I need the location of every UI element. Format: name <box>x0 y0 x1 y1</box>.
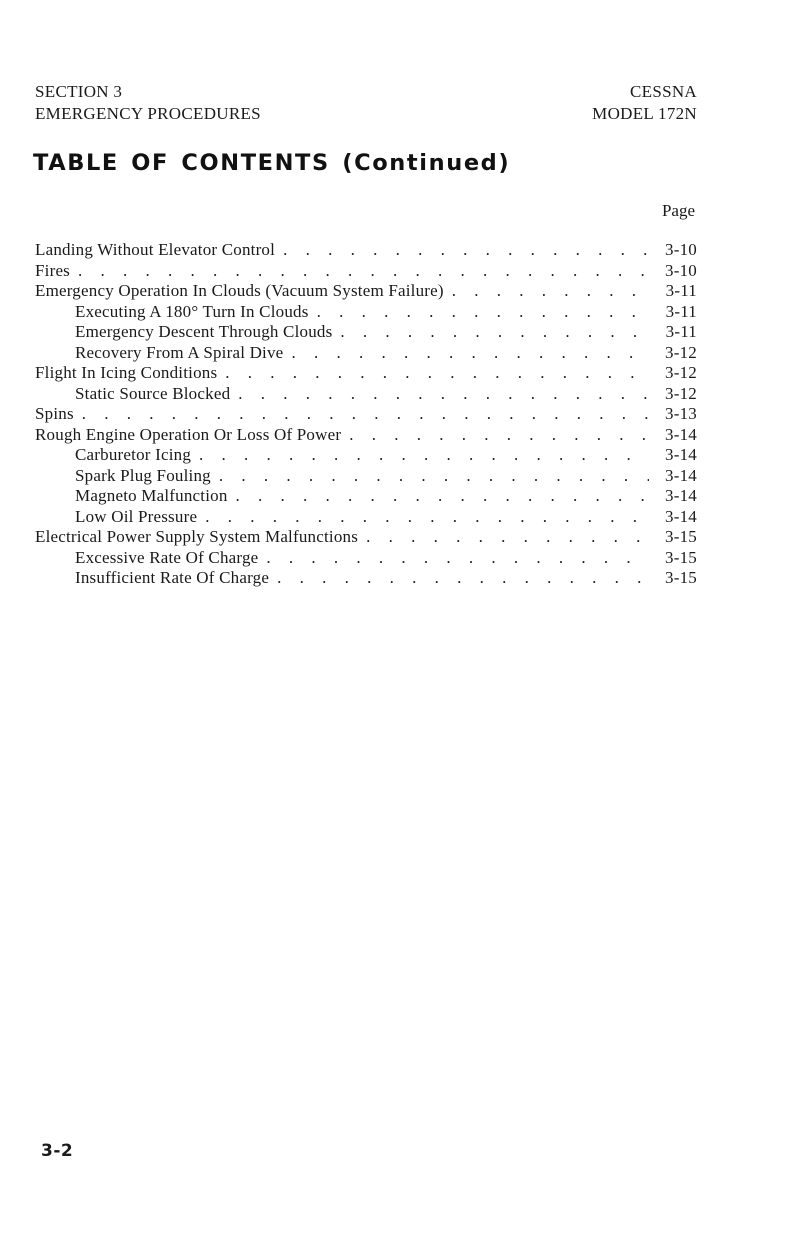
dot-leader <box>275 240 649 261</box>
toc-entry-label: Flight In Icing Conditions <box>35 363 218 382</box>
page-column-label: Page <box>661 201 695 220</box>
section-title: EMERGENCY PROCEDURES <box>35 104 261 123</box>
dot-leader <box>358 527 649 548</box>
toc-entry-label: Spark Plug Fouling <box>75 465 211 485</box>
toc-entry-page: 3-12 <box>665 363 697 382</box>
dot-leader <box>74 404 649 425</box>
toc-entry-label: Emergency Operation In Clouds (Vacuum System Failure) <box>35 281 444 300</box>
manufacturer-name: CESSNA <box>630 82 697 101</box>
toc-entry-page: 3-14 <box>665 486 697 505</box>
dot-leader <box>269 568 649 589</box>
toc-subentry <box>35 322 697 343</box>
toc-entry-page: 3-14 <box>665 465 697 485</box>
toc-entry-page: 3-15 <box>665 568 697 587</box>
toc-entry-label: Carburetor Icing <box>75 445 192 464</box>
toc-subentry <box>35 568 697 589</box>
toc-subentry <box>35 302 697 323</box>
toc-subentry <box>35 384 697 405</box>
dot-leader <box>332 322 649 343</box>
toc-entry <box>35 425 697 446</box>
aircraft-model-heading <box>592 81 697 125</box>
dot-leader <box>211 466 649 487</box>
toc-entry-page: 3-11 <box>665 322 697 341</box>
toc-entry-page: 3-13 <box>665 404 697 423</box>
toc-entry-page: 3-12 <box>665 342 697 362</box>
toc-subentry <box>35 486 697 507</box>
toc-subentry <box>35 343 697 364</box>
toc-entry-page: 3-11 <box>665 281 697 300</box>
toc-entry-page: 3-14 <box>665 506 697 526</box>
toc-entry-page: 3-14 <box>665 424 697 444</box>
toc-subentry <box>35 466 697 487</box>
toc-entry-label: Spins <box>35 404 74 423</box>
toc-subentry <box>35 548 697 569</box>
dot-leader <box>228 486 649 507</box>
dot-leader <box>230 384 649 405</box>
dot-leader <box>191 445 649 466</box>
toc-entry-label: Insufficient Rate Of Charge <box>75 568 270 587</box>
dot-leader <box>283 343 649 364</box>
dot-leader <box>258 548 649 569</box>
table-of-contents <box>35 240 697 589</box>
toc-entry-label: Rough Engine Operation Or Loss Of Power <box>35 424 342 444</box>
toc-entry <box>35 363 697 384</box>
toc-entry-page: 3-15 <box>665 527 697 546</box>
toc-entry-label: Low Oil Pressure <box>75 506 198 526</box>
toc-entry <box>35 404 697 425</box>
page-number: 3-2 <box>41 1141 74 1161</box>
toc-entry-label: Excessive Rate Of Charge <box>75 547 259 567</box>
toc-entry <box>35 240 697 261</box>
dot-leader <box>217 363 649 384</box>
toc-entry-label: Magneto Malfunction <box>75 486 228 505</box>
toc-entry-label: Executing A 180° Turn In Clouds <box>75 301 309 321</box>
toc-entry-page: 3-14 <box>665 445 697 464</box>
toc-entry-label: Static Source Blocked <box>75 383 231 403</box>
toc-entry-page: 3-11 <box>665 301 697 321</box>
dot-leader <box>341 425 649 446</box>
toc-entry-label: Recovery From A Spiral Dive <box>75 342 284 362</box>
dot-leader <box>70 261 649 282</box>
toc-entry <box>35 261 697 282</box>
toc-entry-page: 3-10 <box>665 240 697 259</box>
toc-entry-page: 3-12 <box>665 383 697 403</box>
dot-leader <box>309 302 649 323</box>
toc-entry-page: 3-10 <box>665 260 697 280</box>
page-title: TABLE OF CONTENTS (Continued) <box>33 150 511 176</box>
toc-entry-label: Landing Without Elevator Control <box>35 240 276 259</box>
toc-entry-page: 3-15 <box>665 547 697 567</box>
section-number: SECTION 3 <box>35 82 123 101</box>
dot-leader <box>197 507 649 528</box>
toc-subentry <box>35 445 697 466</box>
toc-entry-label: Emergency Descent Through Clouds <box>75 322 333 341</box>
toc-subentry <box>35 507 697 528</box>
section-heading <box>35 81 261 125</box>
model-name: MODEL 172N <box>592 104 697 123</box>
dot-leader <box>444 281 649 302</box>
toc-entry-label: Fires <box>35 260 70 280</box>
toc-entry <box>35 527 697 548</box>
toc-entry <box>35 281 697 302</box>
toc-entry-label: Electrical Power Supply System Malfunctions <box>35 527 359 546</box>
